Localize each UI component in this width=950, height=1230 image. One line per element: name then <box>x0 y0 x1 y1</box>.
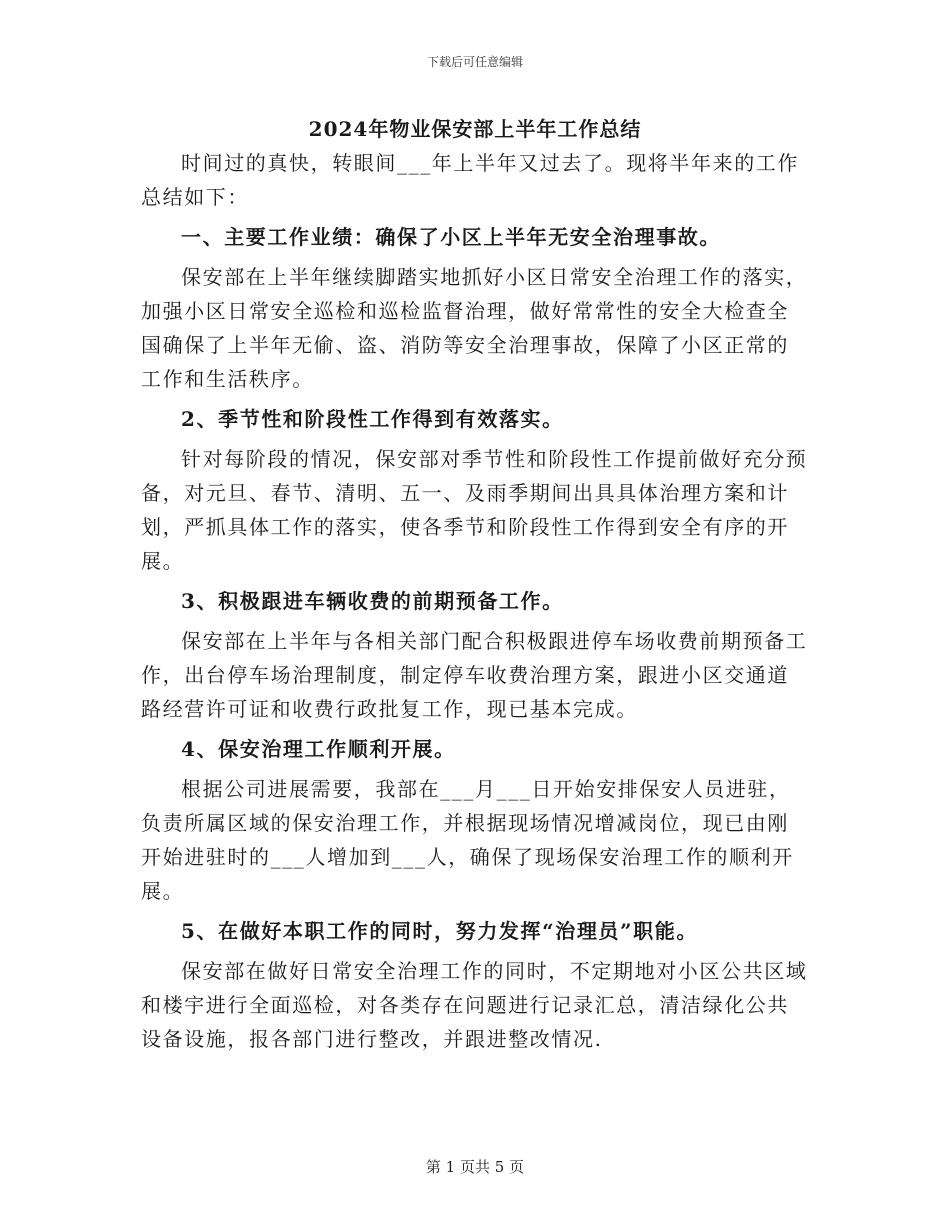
section-heading-2: 2、季节性和阶段性工作得到有效落实。 <box>181 407 564 431</box>
section-heading-3: 3、积极跟进车辆收费的前期预备工作。 <box>181 589 564 613</box>
intro-paragraph: 时间过的真快，转眼间___年上半年又过去了。现将半年来的工作总结如下： <box>141 151 799 209</box>
section-body-4: 根据公司进展需要，我部在___月___日开始安排保安人员进驻，负责所属区域的保安治理工作，并根据现场情况增减岗位，现已由刚开始进驻时的___人增加到___人，确保了现场保安治理工作的顺利开展。 <box>141 777 794 903</box>
section-body-1: 保安部在上半年继续脚踏实地抓好小区日常安全治理工作的落实，加强小区日常安全巡检和巡检监督治理，做好常常性的安全大检查全国确保了上半年无偷、盗、消防等安全治理事故，保障了小区正常的工作和生活秩序。 <box>141 265 808 391</box>
section-heading-4: 4、保安治理工作顺利开展。 <box>181 737 456 761</box>
page-header-note: 下载后可任意编辑 <box>426 55 523 69</box>
section-heading-1: 一、主要工作业绩：确保了小区上半年无安全治理事故。 <box>181 225 721 249</box>
document-title: 2024年物业保安部上半年工作总结 <box>308 117 642 141</box>
section-body-5: 保安部在做好日常安全治理工作的同时，不定期地对小区公共区域和楼宇进行全面巡检，对各类存在问题进行记录汇总，清洁绿化公共设备设施，报各部门进行整改，并跟进整改情况. <box>141 959 808 1051</box>
section-body-2: 针对每阶段的情况，保安部对季节性和阶段性工作提前做好充分预备，对元旦、春节、清明、五一、及雨季期间出具具体治理方案和计划，严抓具体工作的落实，使各季节和阶段性工作得到安全有序的开展。 <box>141 447 808 573</box>
page-number: 第 1 页共 5 页 <box>425 1158 525 1176</box>
section-heading-5: 5、在做好本职工作的同时，努力发挥“治理员”职能。 <box>181 919 698 943</box>
document-body <box>141 146 809 1056</box>
section-body-3: 保安部在上半年与各相关部门配合积极跟进停车场收费前期预备工作，出台停车场治理制度，制定停车收费治理方案，跟进小区交通道路经营许可证和收费行政批复工作，现已基本完成。 <box>141 629 808 721</box>
